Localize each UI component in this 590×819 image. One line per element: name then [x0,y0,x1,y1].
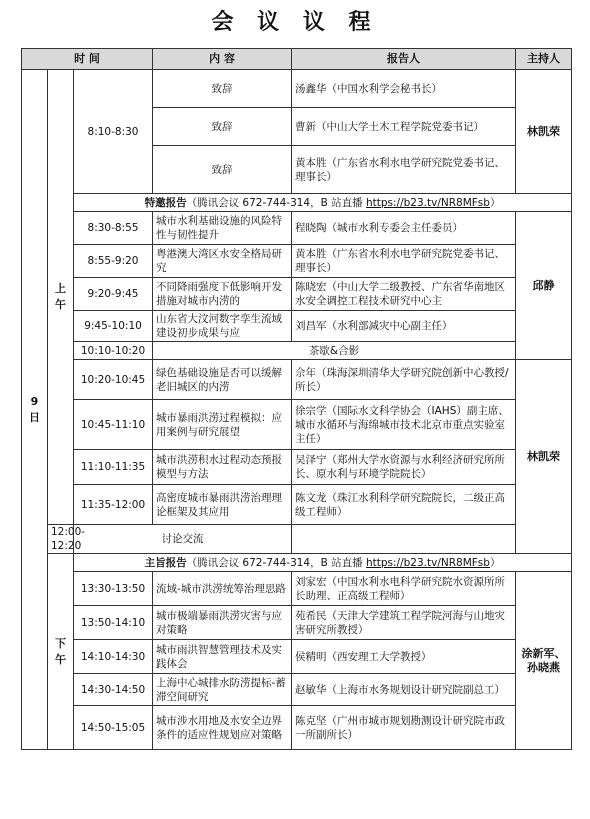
session3-time: 14:50-15:05 [74,706,153,750]
special-link[interactable]: https://b23.tv/NR8MFsb [366,196,490,209]
opening-row [22,70,572,108]
session2-time: 10:20-10:45 [74,360,153,400]
session2-reporter: 吴泽宁（郑州大学水资源与水利经济研究所所长、原水利与环境学院院长） [292,450,516,485]
header-content: 内 容 [153,49,292,70]
session2-time: 10:45-11:10 [74,400,153,450]
session1-content: 不同降雨强度下低影响开发措施对城市内涝的 [153,278,292,311]
session1-time: 9:20-9:45 [74,278,153,311]
special-banner-row [22,194,572,212]
opening-content: 致辞 [153,108,292,146]
host-opening: 林凯荣 [516,70,572,194]
session2-row [22,485,572,525]
session2-content: 城市暴雨洪涝过程模拟：应用案例与研究展望 [153,400,292,450]
session3-reporter: 刘家宏（中国水利水电科学研究院水资源所所长助理、正高级工程师） [292,572,516,606]
break-time: 10:10-10:20 [74,342,153,360]
session3-time: 13:30-13:50 [74,572,153,606]
session1-reporter: 陈晓宏（中山大学二级教授、广东省华南地区水安全调控工程技术研究中心主 [292,278,516,311]
session3-content: 城市极端暴雨洪涝灾害与应对策略 [153,606,292,640]
header-host: 主持人 [516,49,572,70]
opening-reporter: 曹新（中山大学土木工程学院党委书记） [292,108,516,146]
special-close: ） [489,196,501,209]
keynote-link[interactable]: https://b23.tv/NR8MFsb [366,556,490,569]
session1-content: 山东省大汶河数字孪生流域建设初步成果与应 [153,311,292,342]
session2-time: 11:10-11:35 [74,450,153,485]
keynote-label: 主旨报告 [144,556,187,569]
session1-row [22,278,572,311]
session3-time: 14:10-14:30 [74,640,153,674]
session1-time: 8:30-8:55 [74,212,153,245]
keynote-info: （腾讯会议 672-744-314，B 站直播 [186,556,366,569]
special-info: （腾讯会议 672-744-314，B 站直播 [186,196,366,209]
session2-content: 城市洪涝积水过程动态预报模型与方法 [153,450,292,485]
session3-content: 城市雨洪智慧管理技术及实践体会 [153,640,292,674]
session3-reporter: 侯精明（西安理工大学教授） [292,640,516,674]
session1-reporter: 黄本胜（广东省水利水电学研究院党委书记、理事长） [292,245,516,278]
special-banner [74,194,572,212]
special-label: 特邀报告 [144,196,187,209]
session1-time: 8:55-9:20 [74,245,153,278]
break-text: 茶歇&合影 [153,342,516,360]
session2-content: 高密度城市暴雨洪涝治理理论框架及其应用 [153,485,292,525]
session3-time: 14:30-14:50 [74,674,153,706]
opening-content: 致辞 [153,70,292,108]
session2-reporter: 佘年（珠海深圳清华大学研究院创新中心教授/所长） [292,360,516,400]
header-reporter: 报告人 [292,49,516,70]
session2-content: 绿色基础设施是否可以缓解老旧城区的内涝 [153,360,292,400]
session1-time: 9:45-10:10 [74,311,153,342]
session1-row [22,212,572,245]
opening-reporter: 汤鑫华（中国水利学会秘书长） [292,70,516,108]
keynote-banner-row [22,554,572,572]
session3-content: 城市涉水用地及水安全边界条件的适应性规划应对策略 [153,706,292,750]
host-session2: 林凯荣 [516,360,572,554]
morning-cell: 上 午 [48,70,74,525]
opening-content: 致辞 [153,146,292,194]
session2-time: 11:35-12:00 [74,485,153,525]
session1-content: 粤港澳大湾区水安全格局研究 [153,245,292,278]
session1-content: 城市水利基础设施的风险特性与韧性提升 [153,212,292,245]
session1-row [22,245,572,278]
agenda-table [21,48,572,750]
session1-reporter: 刘昌军（水利部减灾中心副主任） [292,311,516,342]
header-row [22,49,572,70]
keynote-banner [74,554,572,572]
session3-row [22,606,572,640]
discussion-text: 讨论交流 [74,525,292,554]
opening-time: 8:10-8:30 [74,70,153,194]
day-cell: 9 日 [22,70,48,750]
session2-row [22,360,572,400]
session3-content: 上海中心城排水防涝提标-蓄滞空间研究 [153,674,292,706]
session3-row [22,572,572,606]
header-time: 时 间 [22,49,153,70]
session2-reporter: 陈文龙（珠江水利科学研究院院长，二级正高级工程师） [292,485,516,525]
opening-reporter: 黄本胜（广东省水利水电学研究院党委书记、理事长） [292,146,516,194]
host-session1: 邱静 [516,212,572,360]
discussion-time: 12:00-12:20 [48,525,74,554]
break-row [22,342,572,360]
session2-reporter: 徐宗学（国际水文科学协会（IAHS）副主席、城市水循环与海绵城市技术北京市重点实验室主任） [292,400,516,450]
session3-reporter: 陈克坚（广州市城市规划勘测设计研究院市政一所副所长） [292,706,516,750]
session2-row [22,400,572,450]
session2-row [22,450,572,485]
session3-row [22,706,572,750]
session3-reporter: 苑希民（天津大学建筑工程学院河海与山地灾害研究所教授） [292,606,516,640]
session3-content: 流域-城市洪涝统筹治理思路 [153,572,292,606]
afternoon-cell: 下 午 [48,554,74,750]
host-session3: 涂新军、孙晓燕 [516,572,572,750]
session3-time: 13:50-14:10 [74,606,153,640]
session3-reporter: 赵敏华（上海市水务规划设计研究院副总工） [292,674,516,706]
discussion-row [22,525,572,554]
session3-row [22,640,572,674]
keynote-close: ） [489,556,501,569]
session3-row [22,674,572,706]
page-title: 会 议 议 程 [211,10,379,35]
session1-row [22,311,572,342]
session1-reporter: 程晓陶（城市水利专委会主任委员） [292,212,516,245]
